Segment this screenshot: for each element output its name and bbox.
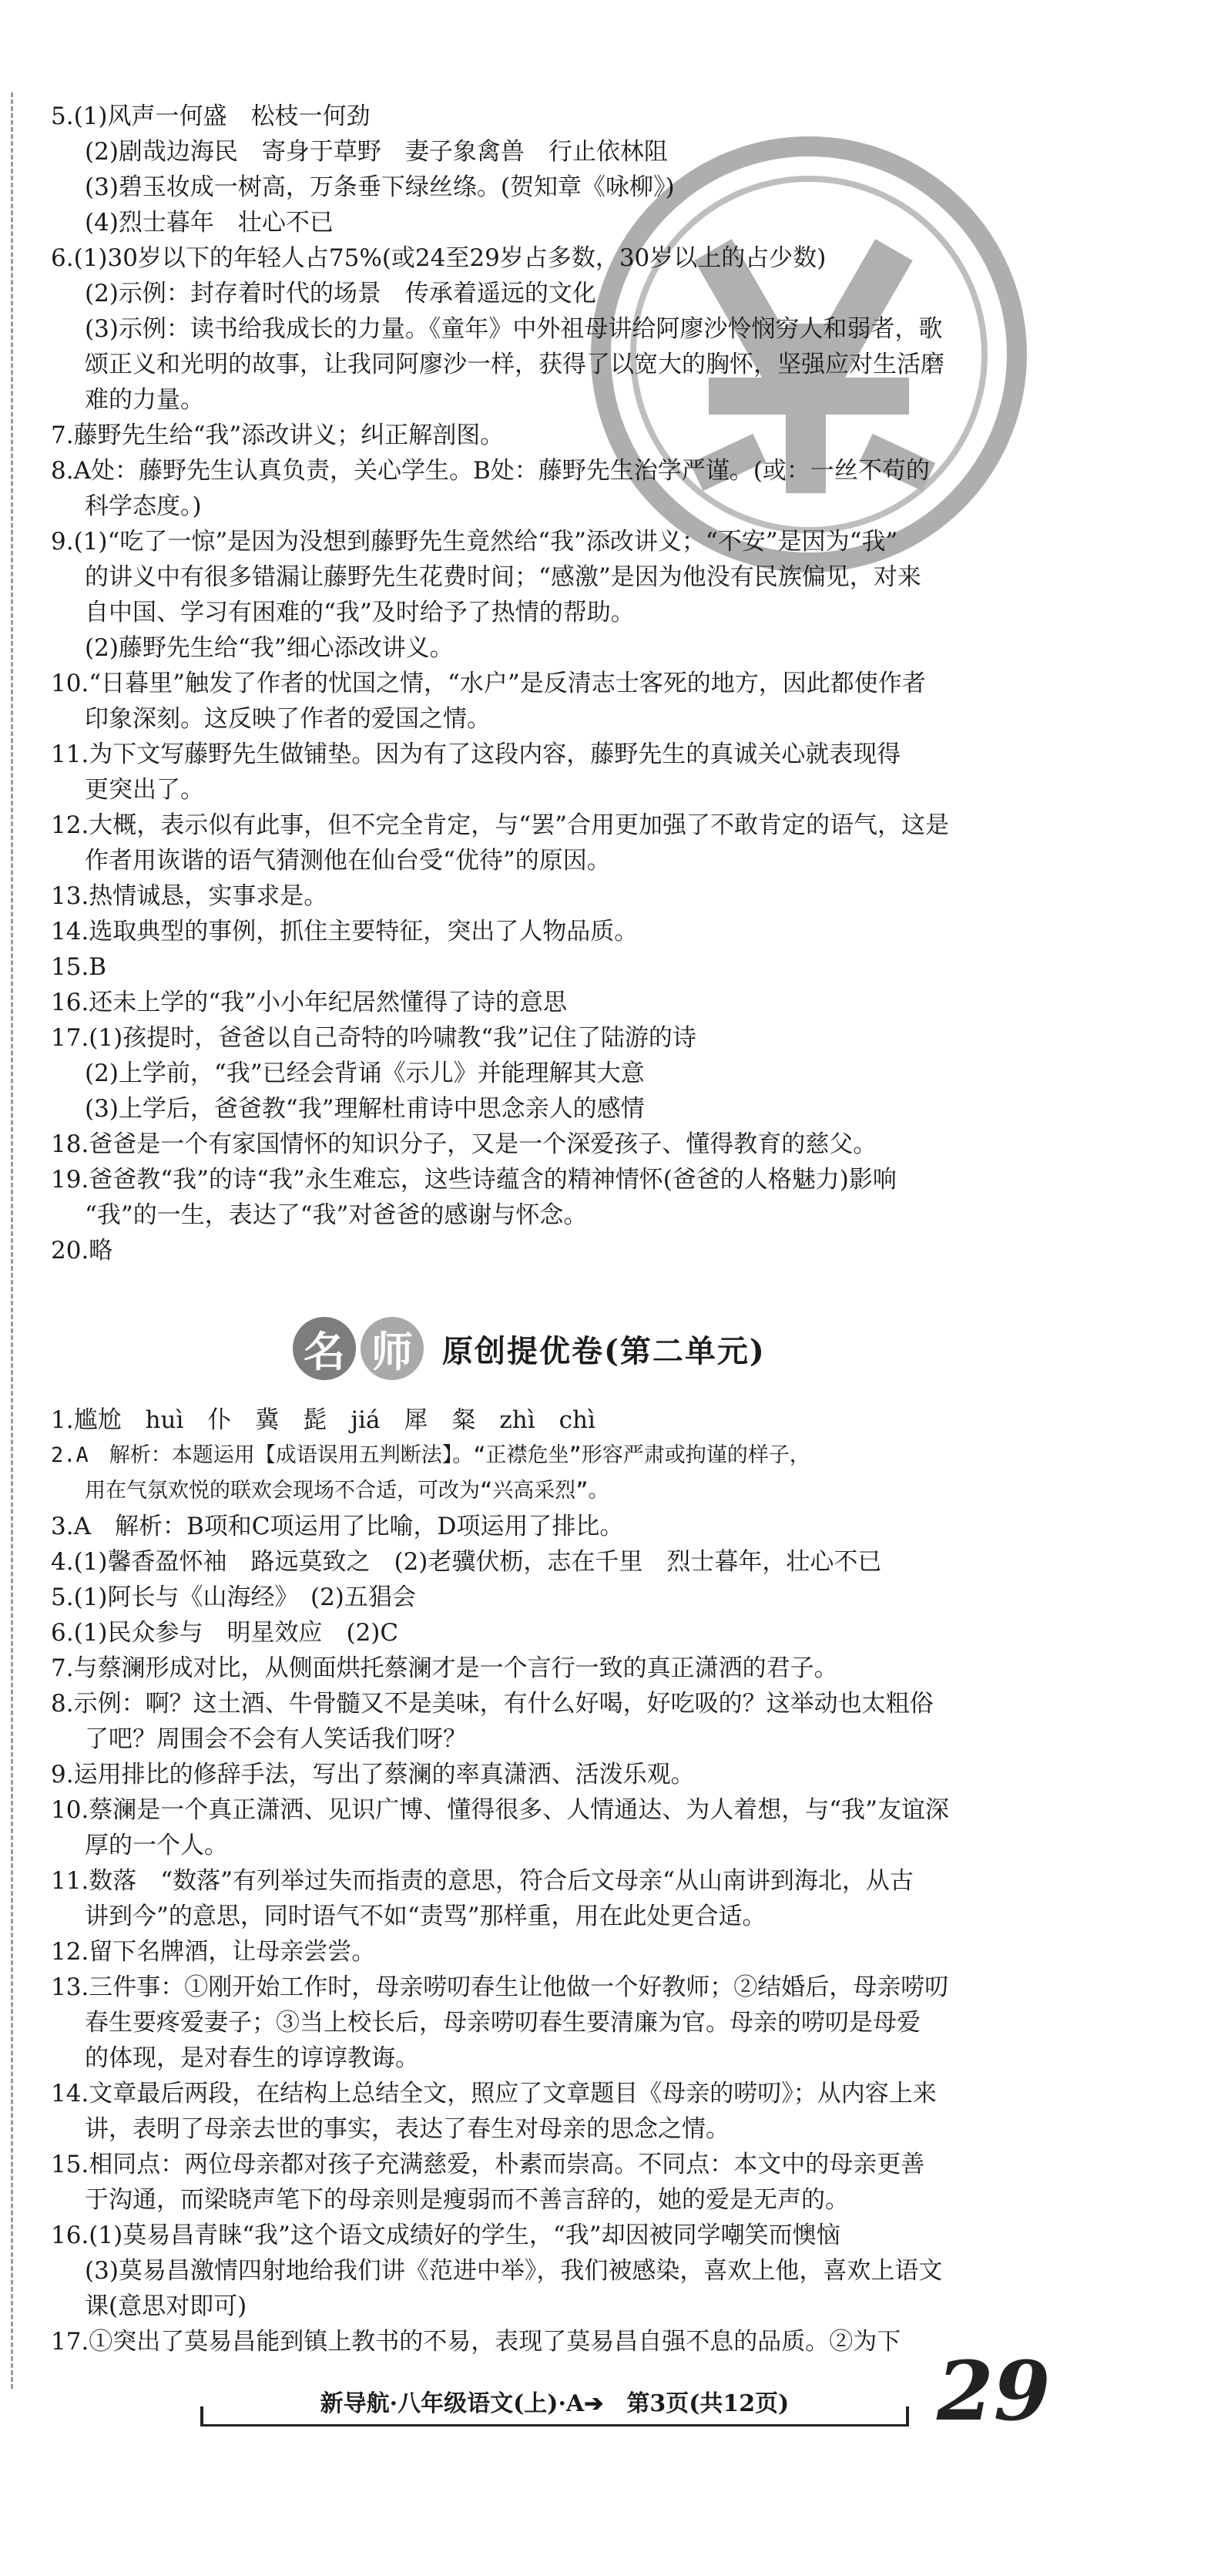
answer-line: 9.运用排比的修辞手法，写出了蔡澜的率真潇洒、活泼乐观。 xyxy=(51,1761,695,1788)
heading-badge-shi: 师 xyxy=(361,1317,424,1380)
answer-line: (2)藤野先生给“我”细心添改讲义。 xyxy=(85,634,454,662)
answer-line: 14.文章最后两段，在结构上总结全文，照应了文章题目《母亲的唠叨》；从内容上来 xyxy=(51,2080,937,2107)
binding-dashed-line xyxy=(11,92,13,2389)
answer-line: 更突出了。 xyxy=(85,776,204,804)
answer-line: 5.(1)风声一何盛 松枝一何劲 xyxy=(51,102,371,130)
answer-line: 自中国、学习有困难的“我”及时给予了热情的帮助。 xyxy=(85,599,635,626)
answers-section-1 xyxy=(51,99,1045,1268)
answer-line: 16.(1)莫易昌青睐“我”这个语文成绩好的学生，“我”却因被同学嘲笑而懊恼 xyxy=(51,2222,840,2249)
answer-line: (3)上学后，爸爸教“我”理解杜甫诗中思念亲人的感情 xyxy=(85,1095,645,1123)
answer-line: 讲，表明了母亲去世的事实，表达了春生对母亲的思念之情。 xyxy=(85,2115,730,2143)
answer-line: 19.爸爸教“我”的诗“我”永生难忘，这些诗蕴含的精神情怀(爸爸的人格魅力)影响 xyxy=(51,1166,897,1194)
answer-line: 8.示例：啊？这土酒、牛骨髓又不是美味，有什么好喝，好吃吸的？这举动也太粗俗 xyxy=(51,1690,934,1718)
answer-line: 14.选取典型的事例，抓住主要特征，突出了人物品质。 xyxy=(51,918,639,945)
answer-line: 17.①突出了莫易昌能到镇上教书的不易，表现了莫易昌自强不息的品质。②为下 xyxy=(51,2328,901,2356)
answer-line: (2)剧哉边海民 寄身于草野 妻子象禽兽 行止依林阻 xyxy=(85,138,668,166)
answer-line: 8.A处：藤野先生认真负责，关心学生。B处：藤野先生治学严谨。(或：一丝不苟的 xyxy=(51,457,930,485)
answer-line: 15.相同点：两位母亲都对孩子充满慈爱，朴素而崇高。不同点：本文中的母亲更善 xyxy=(51,2151,925,2178)
answer-line: 20.略 xyxy=(51,1237,113,1264)
answer-line: (3)示例：读书给我成长的力量。《童年》中外祖母讲给阿廖沙怜悯穷人和弱者，歌 xyxy=(85,315,943,343)
answer-line: 7.与蔡澜形成对比，从侧面烘托蔡澜才是一个言行一致的真正潇洒的君子。 xyxy=(51,1654,838,1682)
answer-line: 17.(1)孩提时，爸爸以自己奇特的吟啸教“我”记住了陆游的诗 xyxy=(51,1024,696,1052)
answer-line: 的讲义中有很多错漏让藤野先生花费时间；“感激”是因为他没有民族偏见，对来 xyxy=(85,563,921,591)
answer-line: 作者用诙谐的语气猜测他在仙台受“优待”的原因。 xyxy=(85,847,611,875)
answer-line: 3.A 解析：B项和C项运用了比喻，D项运用了排比。 xyxy=(51,1513,624,1540)
answer-line: 11.数落 “数落”有列举过失而指责的意思，符合后文母亲“从山南讲到海北，从古 xyxy=(51,1867,914,1895)
answer-line: 6.(1)30岁以下的年轻人占75%(或24至29岁占多数，30岁以上的占少数) xyxy=(51,244,827,272)
answer-line: 颂正义和光明的故事，让我同阿廖沙一样，获得了以宽大的胸怀，坚强应对生活磨 xyxy=(85,351,944,378)
answer-line: 2.A 解析：本题运用【成语误用五判断法】。“正襟危坐”形容严肃或拘谨的样子， xyxy=(51,1443,810,1467)
section-heading xyxy=(293,1310,909,1387)
answer-line: 课(意思对即可) xyxy=(85,2292,247,2320)
answer-line: 厚的一个人。 xyxy=(85,1832,228,1859)
answer-line: 16.还未上学的“我”小小年纪居然懂得了诗的意思 xyxy=(51,989,567,1016)
answer-line: 12.留下名牌酒，让母亲尝尝。 xyxy=(51,1938,376,1966)
answer-line: (3)碧玉妆成一树高，万条垂下绿丝绦。(贺知章《咏柳》) xyxy=(85,173,675,201)
answer-line: 6.(1)民众参与 明星效应 (2)C xyxy=(51,1619,399,1647)
answer-line: 的体现，是对春生的谆谆教诲。 xyxy=(85,2044,419,2072)
page-footer xyxy=(200,2378,909,2427)
page-number: 29 xyxy=(937,2343,1051,2439)
answer-line: 印象深刻。这反映了作者的爱国之情。 xyxy=(85,705,491,733)
answer-line: 12.大概，表示似有此事，但不完全肯定，与“罢”合用更加强了不敢肯定的语气，这是 xyxy=(51,811,949,839)
answer-line: 用在气氛欢悦的联欢会现场不合适，可改为“兴高采烈”。 xyxy=(85,1479,609,1503)
answer-line: 了吧？周围会不会有人笑话我们呀？ xyxy=(85,1725,467,1753)
footer-text: 新导航·八年级语文(上)·A➔ 第3页(共12页) xyxy=(320,2390,790,2417)
answer-line: 4.(1)馨香盈怀袖 路远莫致之 (2)老骥伏枥，志在千里 烈士暮年，壮心不已 xyxy=(51,1548,882,1576)
footer-bar-left xyxy=(200,2406,203,2427)
answer-line: “我”的一生，表达了“我”对爸爸的感谢与怀念。 xyxy=(85,1201,588,1229)
answer-line: 13.热情诚恳，实事求是。 xyxy=(51,882,328,910)
answers-section-2 xyxy=(51,1402,1045,2359)
answer-line: 7.藤野先生给“我”添改讲义；纠正解剖图。 xyxy=(51,421,505,449)
answer-line: (3)莫易昌激情四射地给我们讲《范进中举》，我们被感染，喜欢上他，喜欢上语文 xyxy=(85,2257,943,2285)
answer-line: 9.(1)“吃了一惊”是因为没想到藤野先生竟然给“我”添改讲义；“不安”是因为“我” xyxy=(51,528,898,556)
answer-line: 18.爸爸是一个有家国情怀的知识分子，又是一个深爱孩子、懂得教育的慈父。 xyxy=(51,1130,877,1158)
answer-line: (4)烈士暮年 壮心不已 xyxy=(85,209,334,237)
answer-line: 15.B xyxy=(51,953,107,981)
answer-line: 科学态度。) xyxy=(85,492,202,520)
section-title-text: 原创提优卷(第二单元) xyxy=(442,1332,766,1369)
answer-line: 5.(1)阿长与《山海经》 (2)五猖会 xyxy=(51,1584,416,1611)
answer-line: 13.三件事：①刚开始工作时，母亲唠叨春生让他做一个好教师；②结婚后，母亲唠叨 xyxy=(51,1973,949,2001)
answer-line: (2)示例：封存着时代的场景 传承着遥远的文化 xyxy=(85,280,596,307)
answer-line: 10.“日暮里”触发了作者的忧国之情，“水户”是反清志士客死的地方，因此都使作者 xyxy=(51,670,926,697)
footer-bar-right xyxy=(906,2406,909,2427)
answer-line: 讲到今”的意思，同时语气不如“责骂”那样重，用在此处更合适。 xyxy=(85,1903,767,1930)
answer-line: (2)上学前，“我”已经会背诵《示儿》并能理解其大意 xyxy=(85,1060,645,1087)
answer-line: 于沟通，而梁晓声笔下的母亲则是瘦弱而不善言辞的，她的爱是无声的。 xyxy=(85,2186,849,2214)
heading-badge-ming: 名 xyxy=(293,1317,356,1380)
answer-line: 1.尴尬 huì 仆 冀 髭 jiá 犀 粲 zhì chì xyxy=(51,1406,595,1434)
answer-line: 难的力量。 xyxy=(85,386,204,414)
answer-line: 11.为下文写藤野先生做铺垫。因为有了这段内容，藤野先生的真诚关心就表现得 xyxy=(51,741,901,768)
answer-line: 春生要疼爱妻子；③当上校长后，母亲唠叨春生要清廉为官。母亲的唠叨是母爱 xyxy=(85,2009,921,2037)
answer-line: 10.蔡澜是一个真正潇洒、见识广博、懂得很多、人情通达、为人着想，与“我”友谊深 xyxy=(51,1796,949,1824)
